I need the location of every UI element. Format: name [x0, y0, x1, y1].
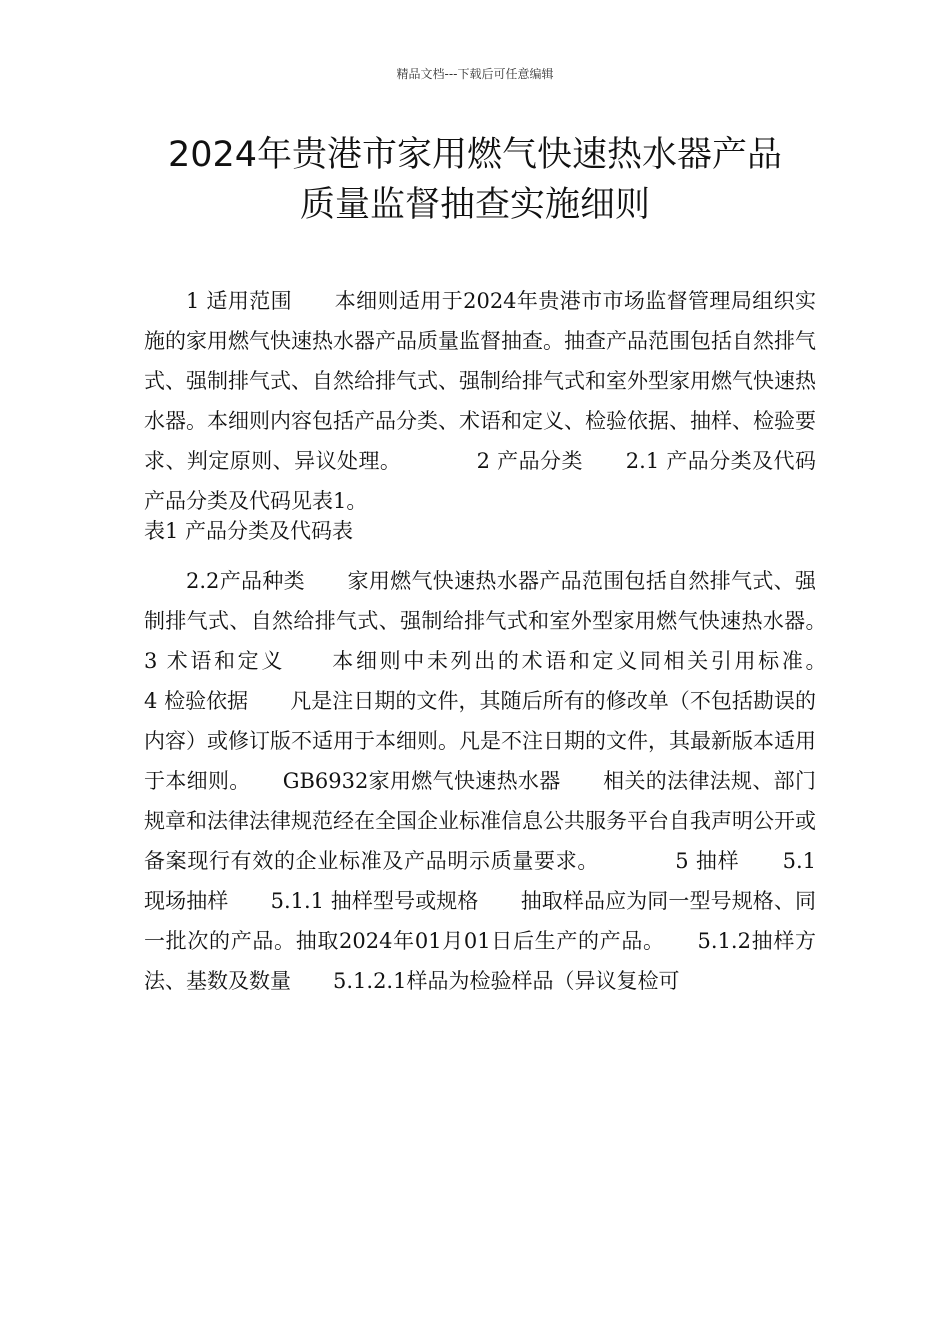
body-paragraph: 1 适用范围 本细则适用于2024年贵港市市场监督管理局组织实施的家用燃气快速热水器产品质量监督抽查。抽查产品范围包括自然排气式、强制排气式、自然给排气式、强制给排气式和室外型家用燃气快速热水器。本细则内容包括产品分类、术语和定义、检验依据、抽样、检验要求、判定原则、异议处理。 2 产品分类 2.1 产品分类及代码 产品分类及代码见表1。 [144, 289, 858, 513]
table-caption: 表1 产品分类及代码表 [144, 519, 354, 543]
document-body [144, 281, 900, 1001]
title-line-1: 2024年贵港市家用燃气快速热水器产品 [167, 135, 783, 175]
document-title [100, 130, 850, 230]
body-paragraph: 2.2产品种类 家用燃气快速热水器产品范围包括自然排气式、强制排气式、自然给排气式、强制给排气式和室外型家用燃气快速热水器。 3 术语和定义 本细则中未列出的术语和定义同相关引用标准。 4 检验依据 凡是注日期的文件，其随后所有的修改单（不包括勘误的内容）或修订版不适用于本细则。凡是不注日期的文件，其最新版本适用于本细则。 GB6932家用燃气快速热水器 相关的法律法规、部门规章和法律法律规范经在全国企业标准信息公共服务平台自我声明公开或备案现行有效的企业标准及产品明示质量要求。 5 抽样 5.1现场抽样 5.1.1 抽样型号或规格 抽取样品应为同一型号规格、同一批次的产品。抽取2024年01月01日后生产的产品。 5.1.2抽样方法、基数及数量 5.1.2.1样品为检验样品（异议复检可 [144, 569, 900, 993]
title-line-2: 质量监督抽查实施细则 [299, 185, 650, 225]
page-header: 精品文档---下载后可任意编辑 [396, 67, 554, 81]
